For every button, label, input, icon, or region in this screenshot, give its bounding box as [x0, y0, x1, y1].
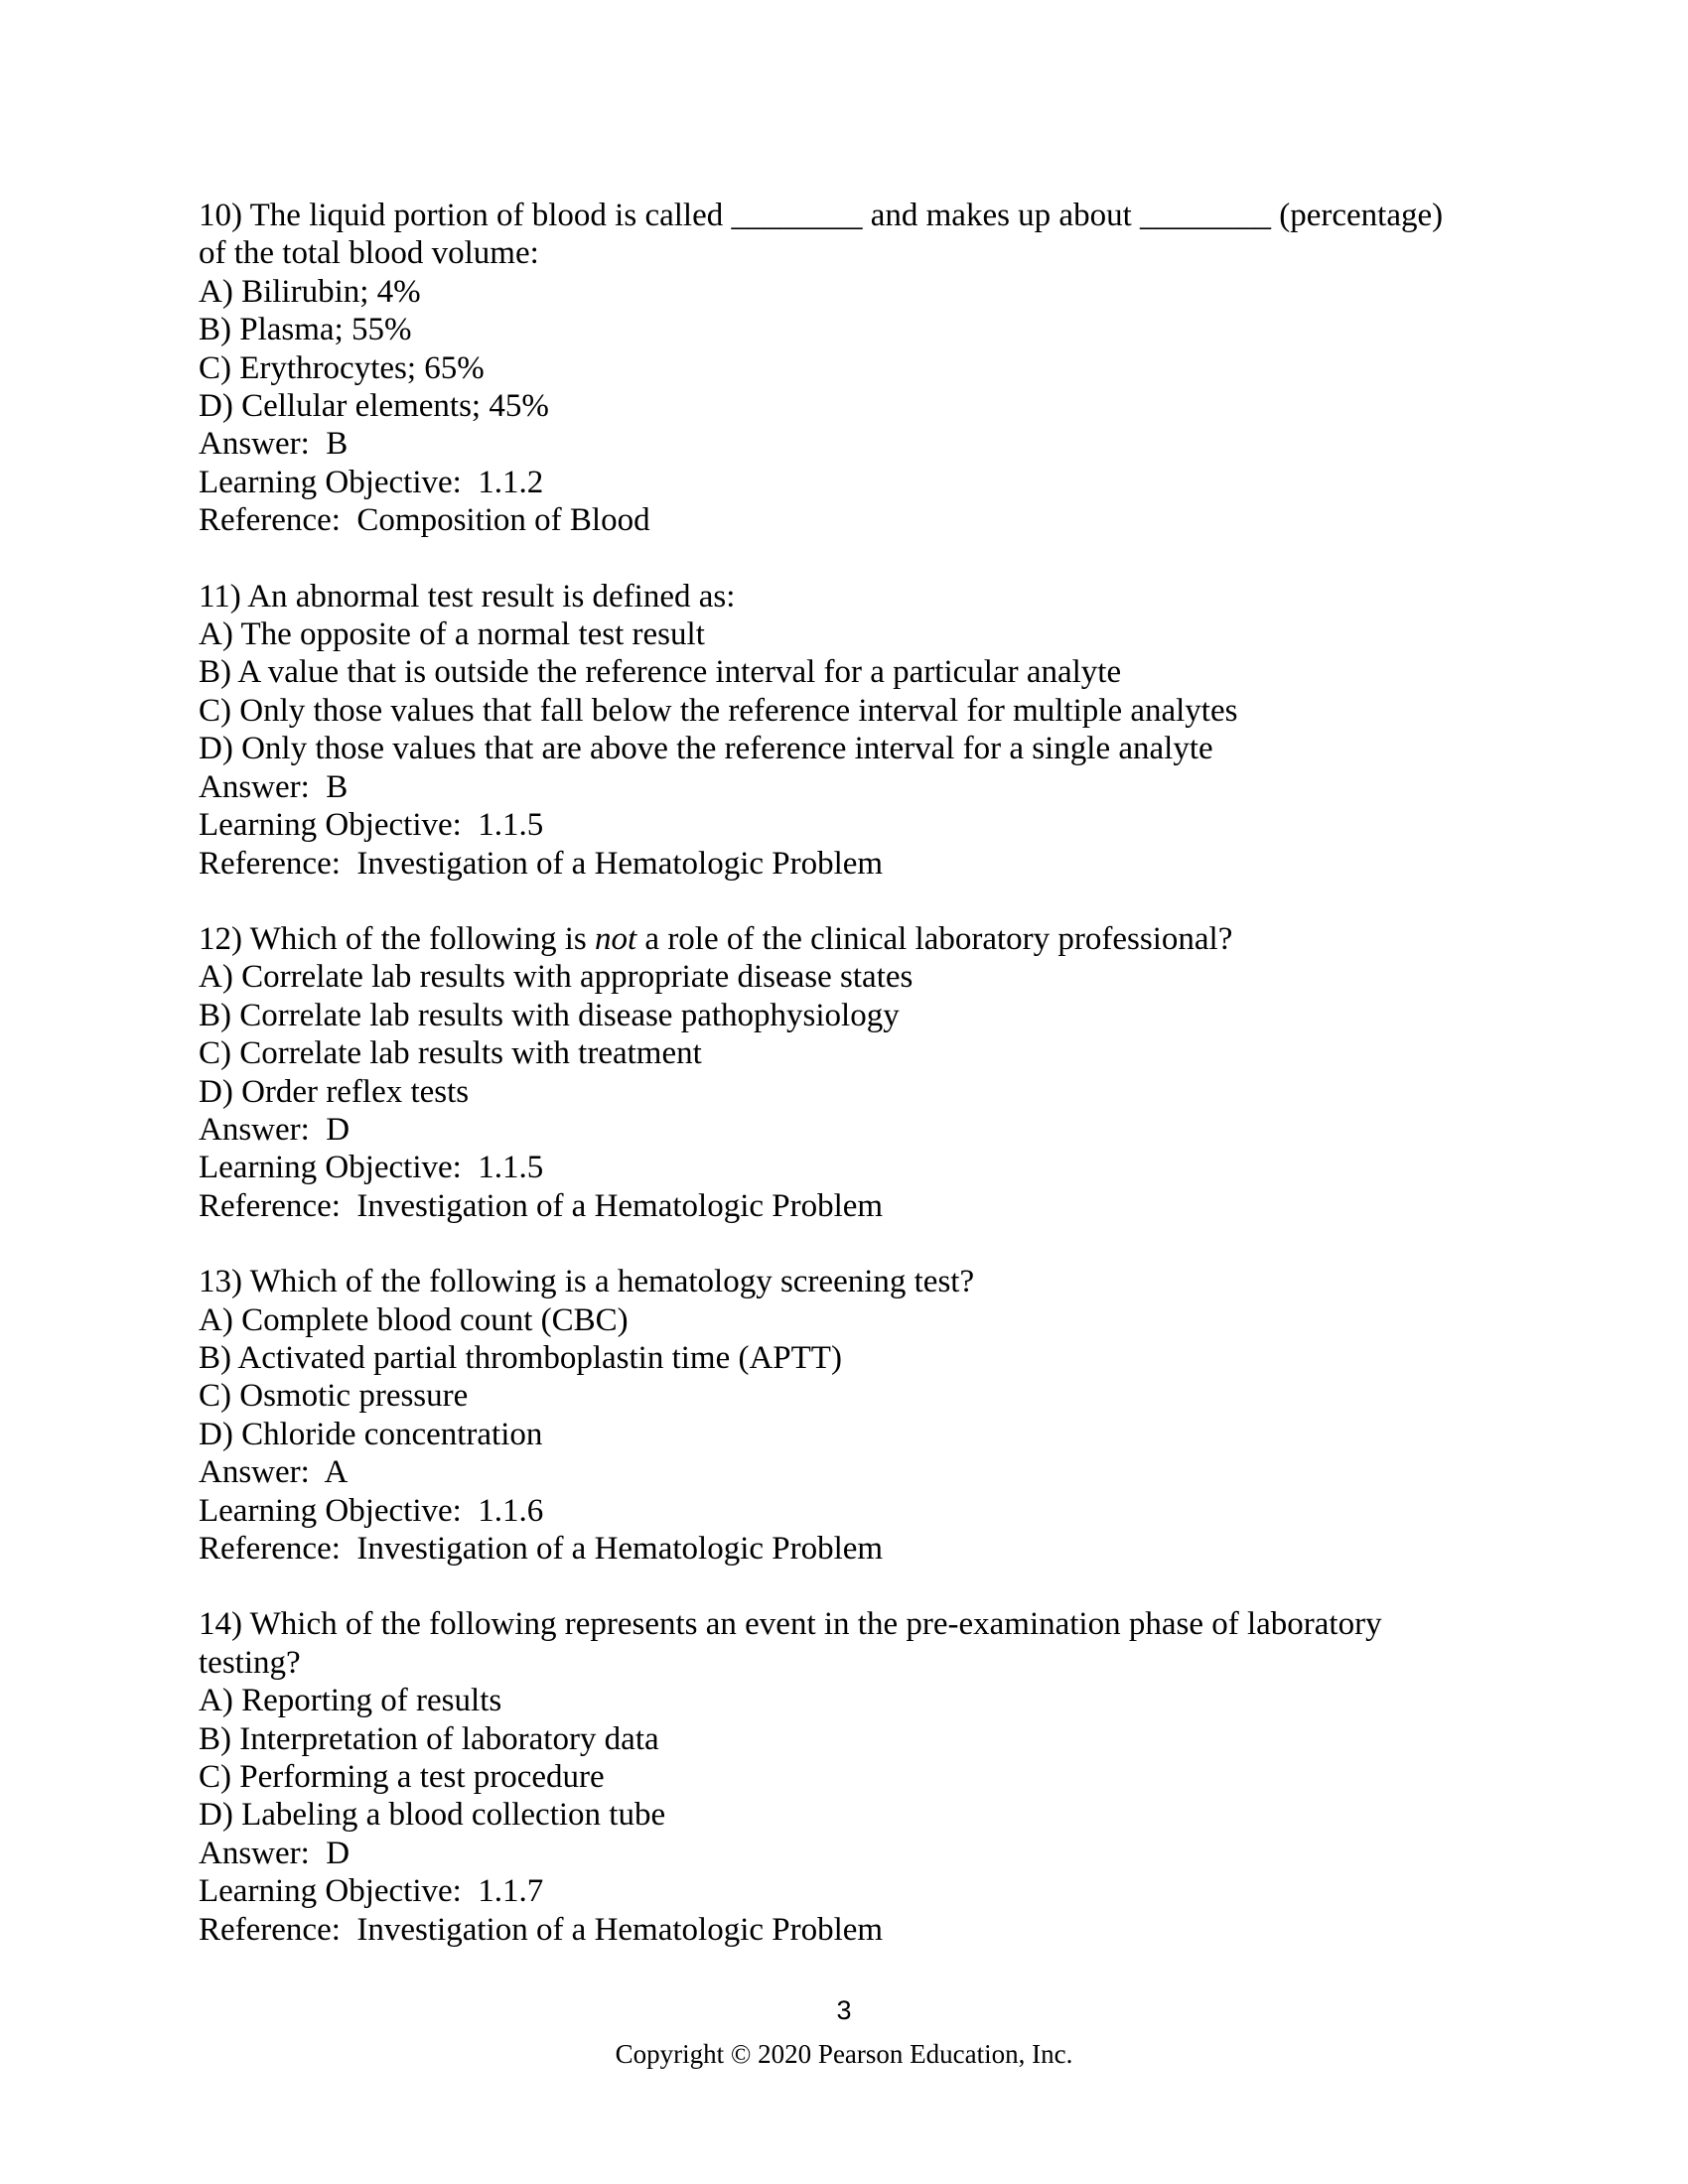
stem-emphasis: not [595, 920, 637, 957]
answer: Answer: D [199, 1111, 351, 1148]
option-d: D) Cellular elements; 45% [199, 388, 549, 425]
option-a: A) Correlate lab results with appropriate disease states [199, 959, 914, 996]
option-c: C) Osmotic pressure [199, 1378, 469, 1415]
question-stem: 14) Which of the following represents an event in the pre-examination phase of laboratory [199, 1606, 1382, 1643]
reference: Reference: Investigation of a Hematologic Problem [199, 1911, 884, 1948]
stem-text: 12) Which of the following is [199, 920, 595, 957]
question-stem: testing? [199, 1644, 301, 1681]
question-stem: 10) The liquid portion of blood is called ________ and makes up about ________ (percentage) [199, 198, 1444, 233]
question-10 [199, 197, 1509, 540]
reference: Reference: Composition of Blood [199, 502, 650, 539]
learning-objective: Learning Objective: 1.1.6 [199, 1492, 544, 1529]
question-stem: of the total blood volume: [199, 235, 539, 272]
learning-objective: Learning Objective: 1.1.5 [199, 1150, 544, 1186]
option-b: B) Correlate lab results with disease pathophysiology [199, 997, 900, 1033]
option-b: B) Plasma; 55% [199, 312, 412, 348]
option-a: A) Bilirubin; 4% [199, 273, 421, 310]
option-b: B) A value that is outside the reference interval for a particular analyte [199, 654, 1122, 691]
option-c: C) Only those values that fall below the reference interval for multiple analytes [199, 692, 1238, 729]
option-d: D) Labeling a blood collection tube [199, 1797, 666, 1834]
answer: Answer: A [199, 1454, 349, 1491]
question-14 [199, 1605, 1509, 1949]
question-stem: 11) An abnormal test result is defined as: [199, 578, 736, 614]
option-b: B) Interpretation of laboratory data [199, 1720, 659, 1757]
option-d: D) Only those values that are above the reference interval for a single analyte [199, 731, 1213, 767]
option-d: D) Order reflex tests [199, 1073, 470, 1110]
copyright-notice: Copyright © 2020 Pearson Education, Inc. [615, 2039, 1073, 2069]
learning-objective: Learning Objective: 1.1.7 [199, 1873, 544, 1910]
question-stem [199, 920, 1509, 958]
option-b: B) Activated partial thromboplastin time (APTT) [199, 1339, 842, 1376]
answer: Answer: B [199, 426, 349, 463]
stem-text: a role of the clinical laboratory professional? [636, 920, 1233, 957]
answer: Answer: B [199, 768, 349, 805]
question-list [199, 197, 1509, 1986]
reference: Reference: Investigation of a Hematologic Problem [199, 1187, 884, 1224]
reference: Reference: Investigation of a Hematologic Problem [199, 845, 884, 882]
page-number: 3 [836, 1995, 852, 2025]
question-11 [199, 578, 1509, 883]
option-a: A) The opposite of a normal test result [199, 616, 705, 653]
question-stem: 13) Which of the following is a hematology screening test? [199, 1264, 975, 1300]
learning-objective: Learning Objective: 1.1.5 [199, 807, 544, 844]
option-c: C) Performing a test procedure [199, 1759, 605, 1796]
learning-objective: Learning Objective: 1.1.2 [199, 464, 544, 500]
option-a: A) Reporting of results [199, 1683, 502, 1719]
answer: Answer: D [199, 1835, 351, 1871]
question-13 [199, 1263, 1509, 1568]
option-a: A) Complete blood count (CBC) [199, 1301, 629, 1338]
question-12 [199, 920, 1509, 1225]
option-d: D) Chloride concentration [199, 1416, 543, 1452]
option-c: C) Erythrocytes; 65% [199, 349, 485, 386]
reference: Reference: Investigation of a Hematologic Problem [199, 1531, 884, 1567]
option-c: C) Correlate lab results with treatment [199, 1035, 702, 1072]
